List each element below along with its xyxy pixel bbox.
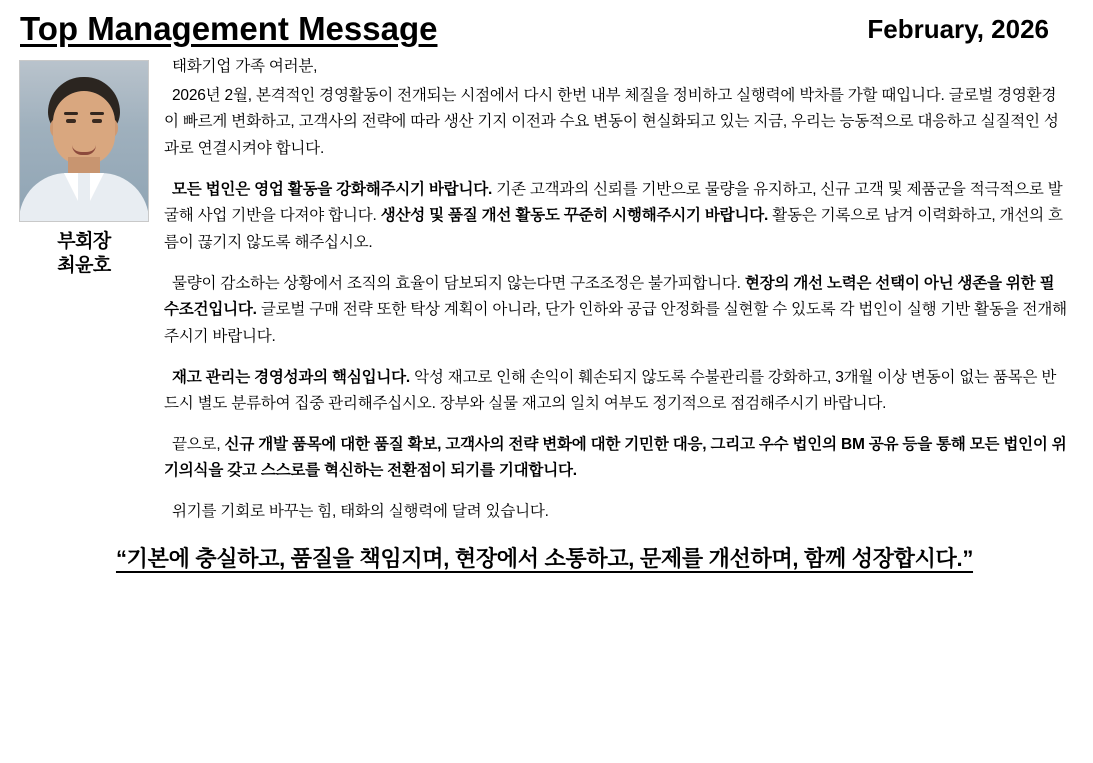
message-text-column (154, 54, 1075, 540)
closing-slogan: “기본에 충실하고, 품질을 책임지며, 현장에서 소통하고, 문제를 개선하며, 함께 성장합시다.” (115, 545, 974, 571)
page-title: Top Management Message (20, 10, 438, 47)
portrait-brow-left (64, 112, 78, 115)
emphasis-text: 모든 법인은 영업 활동을 강화해주시기 바랍니다. (172, 180, 493, 198)
document-header (14, 10, 1075, 48)
emphasis-text: 신규 개발 품목에 대한 품질 확보, 고객사의 전략 변화에 대한 기민한 대응, 그리고 우수 법인의 BM 공유 등을 통해 모든 법인이 위기의식을 갖고 스스로를 혁신하는 전환점이 되기를 기대합니다. (164, 435, 1067, 480)
message-paragraphs (164, 83, 1069, 526)
document-date: February, 2026 (867, 13, 1049, 44)
body-text: 악성 재고로 인해 손익이 훼손되지 않도록 수불관리를 강화하고, 3개월 이상 변동이 없는 품목은 반드시 별도 분류하여 집중 관리해주십시오. 장부와 실물 재고의 일치 여부도 정기적으로 점검해주시기 바랍니다. (164, 368, 1057, 413)
portrait-eye-right (92, 119, 102, 123)
paragraph-intro (164, 83, 1069, 163)
body-text: 끝으로, (172, 435, 225, 453)
portrait-shirt (19, 173, 149, 221)
document-body (14, 54, 1075, 540)
body-text: 물량이 감소하는 상황에서 조직의 효율이 담보되지 않는다면 구조조정은 불가피합니다. (172, 274, 745, 292)
body-text: 기존 고객과의 신뢰를 기반으로 물량을 유지하고, 신규 고객 및 제품군을 적극적으로 발굴해 사업 기반을 다져야 합니다. (164, 180, 1063, 225)
body-text: 글로벌 구매 전략 또한 탁상 계획이 아니라, 단가 인하와 공급 안정화를 실현할 수 있도록 각 법인이 실행 기반 활동을 전개해주시기 바랍니다. (164, 301, 1067, 345)
paragraph-sales (164, 177, 1069, 257)
body-text: 위기를 기회로 바꾸는 힘, 태화의 실행력에 달려 있습니다. (172, 503, 549, 521)
author-name-block (14, 230, 154, 278)
author-block (14, 54, 154, 278)
paragraph-final (164, 499, 1069, 526)
greeting-line: 태화기업 가족 여러분, (172, 57, 318, 75)
portrait-brow-right (90, 112, 104, 115)
body-text: 2026년 2월, 본격적인 경영활동이 전개되는 시점에서 다시 한번 내부 체질을 정비하고 실행력에 박차를 가할 때입니다. 글로벌 경영환경이 빠르게 변화하고, 고객사의 전략에 따라 생산 기지 이전과 수요 변동이 현실화되고 있는 지금, 우리는 능동적으로 대응하고 실질적인 성과로 연결시켜야 합니다. (164, 86, 1059, 157)
emphasis-text: 재고 관리는 경영성과의 핵심입니다. (172, 368, 411, 386)
author-title: 부회장 (57, 230, 111, 252)
portrait-eye-left (66, 119, 76, 123)
paragraph-restructuring (164, 271, 1069, 351)
executive-portrait-photo (19, 60, 149, 222)
paragraph-inventory (164, 365, 1069, 418)
body-text: 활동은 기록으로 남겨 이력화하고, 개선의 흐름이 끊기지 않도록 해주십시오. (164, 207, 1063, 251)
author-name: 최윤호 (57, 254, 111, 276)
portrait-collar-left (64, 173, 78, 201)
portrait-collar-right (90, 173, 104, 201)
emphasis-text: 현장의 개선 노력은 선택이 아닌 생존을 위한 필수조건입니다. (164, 274, 1055, 319)
emphasis-text: 생산성 및 품질 개선 활동도 꾸준히 시행해주시기 바랍니다. (380, 207, 769, 225)
paragraph-closing (164, 432, 1069, 485)
